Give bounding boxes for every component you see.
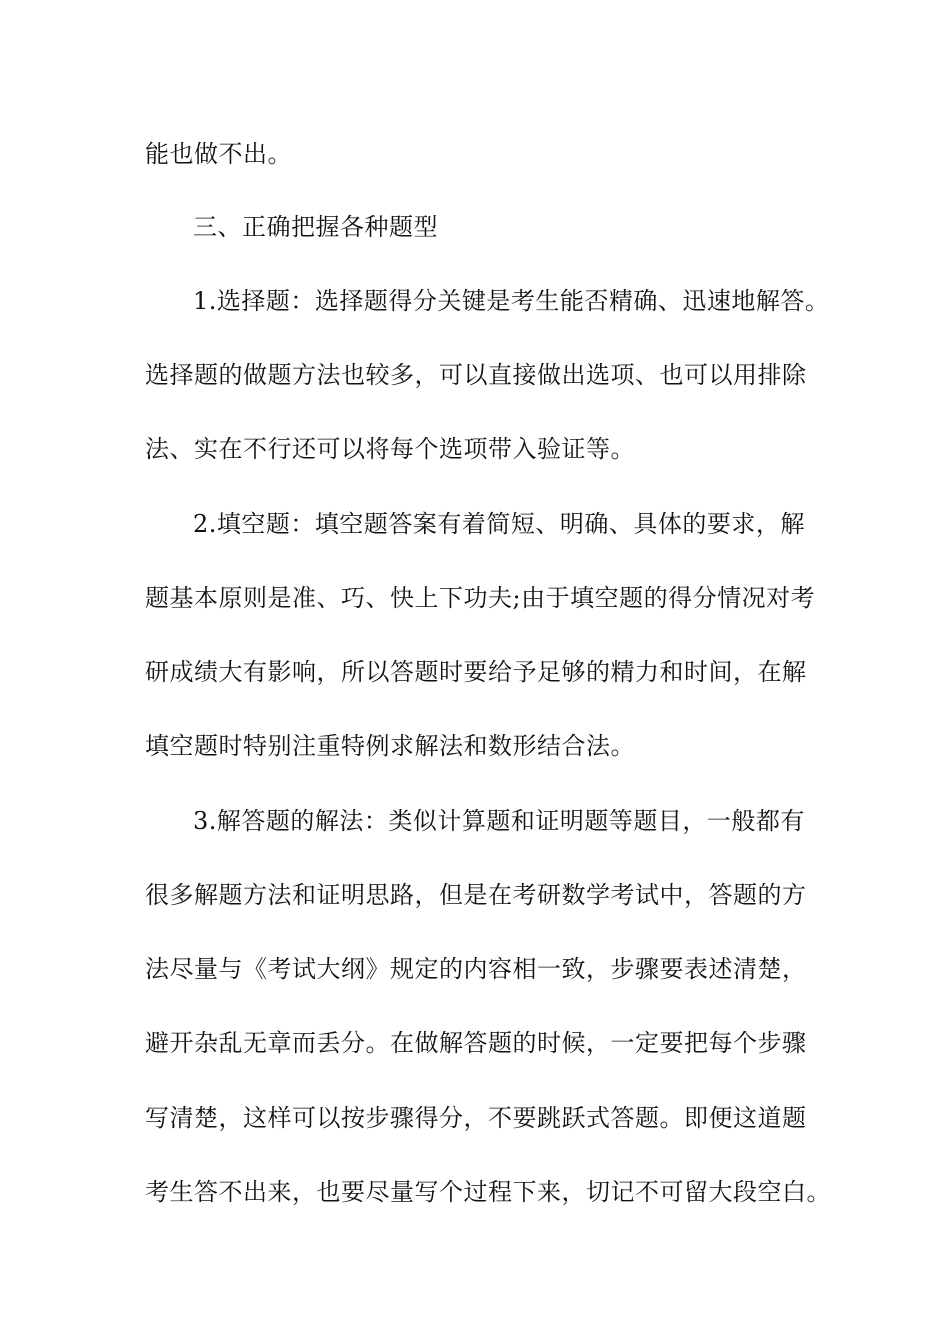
paragraph-1-line-1: 1.选择题：选择题得分关键是考生能否精确、迅速地解答。 [193,287,830,315]
paragraph-1-line-2: 选择题的做题方法也较多，可以直接做出选项、也可以用排除 [145,361,807,389]
paragraph-3-line-5: 写清楚，这样可以按步骤得分，不要跳跃式答题。即便这道题 [145,1104,807,1132]
paragraph-3-line-3: 法尽量与《考试大纲》规定的内容相一致，步骤要表述清楚， [145,955,807,983]
section-heading: 三、正确把握各种题型 [193,213,438,241]
paragraph-3-line-2: 很多解题方法和证明思路，但是在考研数学考试中，答题的方 [145,881,807,909]
text-line-continuation: 能也做不出。 [145,140,292,168]
paragraph-2-line-2: 题基本原则是准、巧、快上下功夫;由于填空题的得分情况对考 [145,584,816,612]
paragraph-3-line-1: 3.解答题的解法：类似计算题和证明题等题目，一般都有 [193,807,805,835]
paragraph-2-line-3: 研成绩大有影响，所以答题时要给予足够的精力和时间，在解 [145,658,807,686]
paragraph-3-line-6: 考生答不出来，也要尽量写个过程下来，切记不可留大段空白。 [145,1178,831,1206]
paragraph-2-line-1: 2.填空题：填空题答案有着简短、明确、具体的要求，解 [193,510,805,538]
paragraph-3-line-4: 避开杂乱无章而丢分。在做解答题的时候，一定要把每个步骤 [145,1029,807,1057]
paragraph-2-line-4: 填空题时特别注重特例求解法和数形结合法。 [145,732,635,760]
paragraph-1-line-3: 法、实在不行还可以将每个选项带入验证等。 [145,435,635,463]
